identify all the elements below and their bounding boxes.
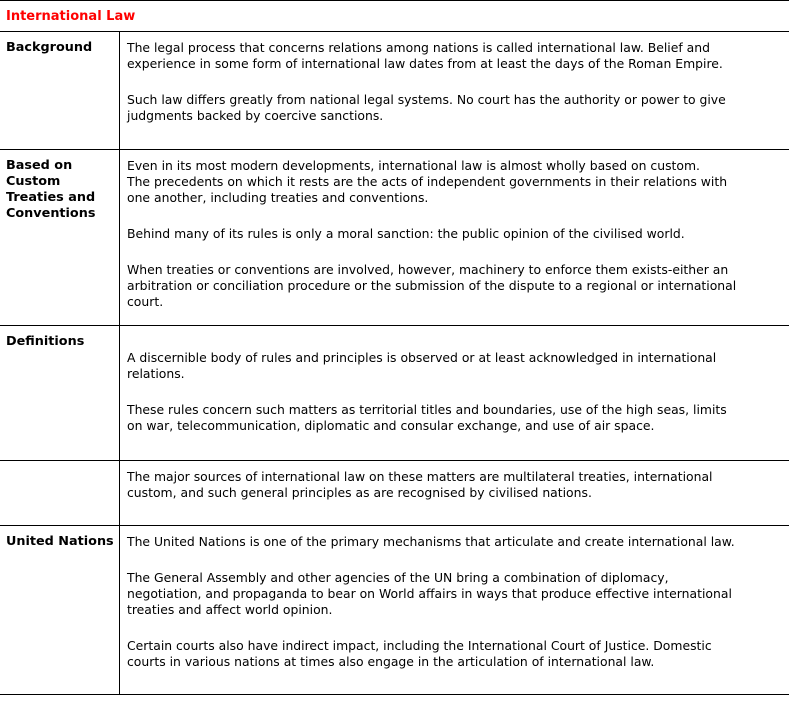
row-content: [120, 526, 789, 694]
paragraph-line: Behind many of its rules is only a moral sanction: the public opinion of the civilised world.: [127, 226, 685, 241]
paragraph: [127, 570, 789, 618]
paragraph: [127, 92, 789, 124]
row-label: [0, 461, 120, 525]
paragraph-line: court.: [127, 294, 164, 309]
paragraph: [127, 534, 789, 550]
table-row-based-on-custom: [0, 150, 789, 326]
paragraph: [127, 350, 789, 382]
paragraph: [127, 402, 789, 434]
paragraph-line: When treaties or conventions are involved, however, machinery to enforce them exists-either an: [127, 262, 729, 277]
paragraph-line: judgments backed by coercive sanctions.: [127, 108, 384, 123]
table-title: International Law: [6, 9, 136, 24]
paragraph-line: Certain courts also have indirect impact, including the International Court of Justice. Domestic: [127, 638, 712, 653]
paragraph-line: Even in its most modern developments, international law is almost wholly based on custom.: [127, 158, 700, 173]
row-label-line: Treaties and: [6, 190, 96, 205]
row-label: [0, 526, 120, 694]
table-row-sources: [0, 461, 789, 526]
paragraph-line: The General Assembly and other agencies of the UN bring a combination of diplomacy,: [127, 570, 669, 585]
row-content: [120, 461, 789, 525]
paragraph-line: These rules concern such matters as territorial titles and boundaries, use of the high seas, limits: [127, 402, 727, 417]
row-label: [0, 326, 120, 460]
row-label: [0, 32, 120, 149]
row-label-line: United Nations: [6, 534, 114, 549]
paragraph-line: on war, telecommunication, diplomatic and consular exchange, and use of air space.: [127, 418, 655, 433]
paragraph-line: courts in various nations at times also engage in the articulation of international law.: [127, 654, 655, 669]
row-label-line: Custom: [6, 174, 61, 189]
paragraph-line: Such law differs greatly from national legal systems. No court has the authority or power to give: [127, 92, 726, 107]
paragraph-line: The precedents on which it rests are the acts of independent governments in their relations with: [127, 174, 728, 189]
paragraph-line: The United Nations is one of the primary mechanisms that articulate and create international law.: [127, 534, 735, 549]
row-label-line: Based on: [6, 158, 73, 173]
paragraph-line: custom, and such general principles as are recognised by civilised nations.: [127, 485, 592, 500]
row-content: [120, 150, 789, 325]
table-row-background: [0, 32, 789, 150]
paragraph-line: one another, including treaties and conventions.: [127, 190, 429, 205]
table-header: [0, 1, 789, 32]
table-row-united-nations: [0, 526, 789, 695]
paragraph-line: A discernible body of rules and principles is observed or at least acknowledged in international: [127, 350, 717, 365]
paragraph: [127, 638, 789, 670]
paragraph: [127, 226, 789, 242]
paragraph-line: negotiation, and propaganda to bear on World affairs in ways that produce effective international: [127, 586, 732, 601]
paragraph: [127, 158, 789, 206]
paragraph-line: treaties and affect world opinion.: [127, 602, 333, 617]
paragraph: [127, 262, 789, 310]
table-row-definitions: [0, 326, 789, 461]
paragraph: [127, 40, 789, 72]
row-label-line: Conventions: [6, 206, 96, 221]
paragraph-line: relations.: [127, 366, 185, 381]
paragraph: [127, 469, 789, 501]
row-label: [0, 150, 120, 325]
row-content: [120, 32, 789, 149]
paragraph-line: experience in some form of international law dates from at least the days of the Roman Empire.: [127, 56, 723, 71]
row-label-line: Definitions: [6, 334, 85, 349]
row-label-line: Background: [6, 40, 93, 55]
paragraph-line: arbitration or conciliation procedure or the submission of the dispute to a regional or international: [127, 278, 737, 293]
paragraph-line: The major sources of international law on these matters are multilateral treaties, international: [127, 469, 713, 484]
row-content: [120, 326, 789, 460]
paragraph-line: The legal process that concerns relations among nations is called international law. Belief and: [127, 40, 710, 55]
